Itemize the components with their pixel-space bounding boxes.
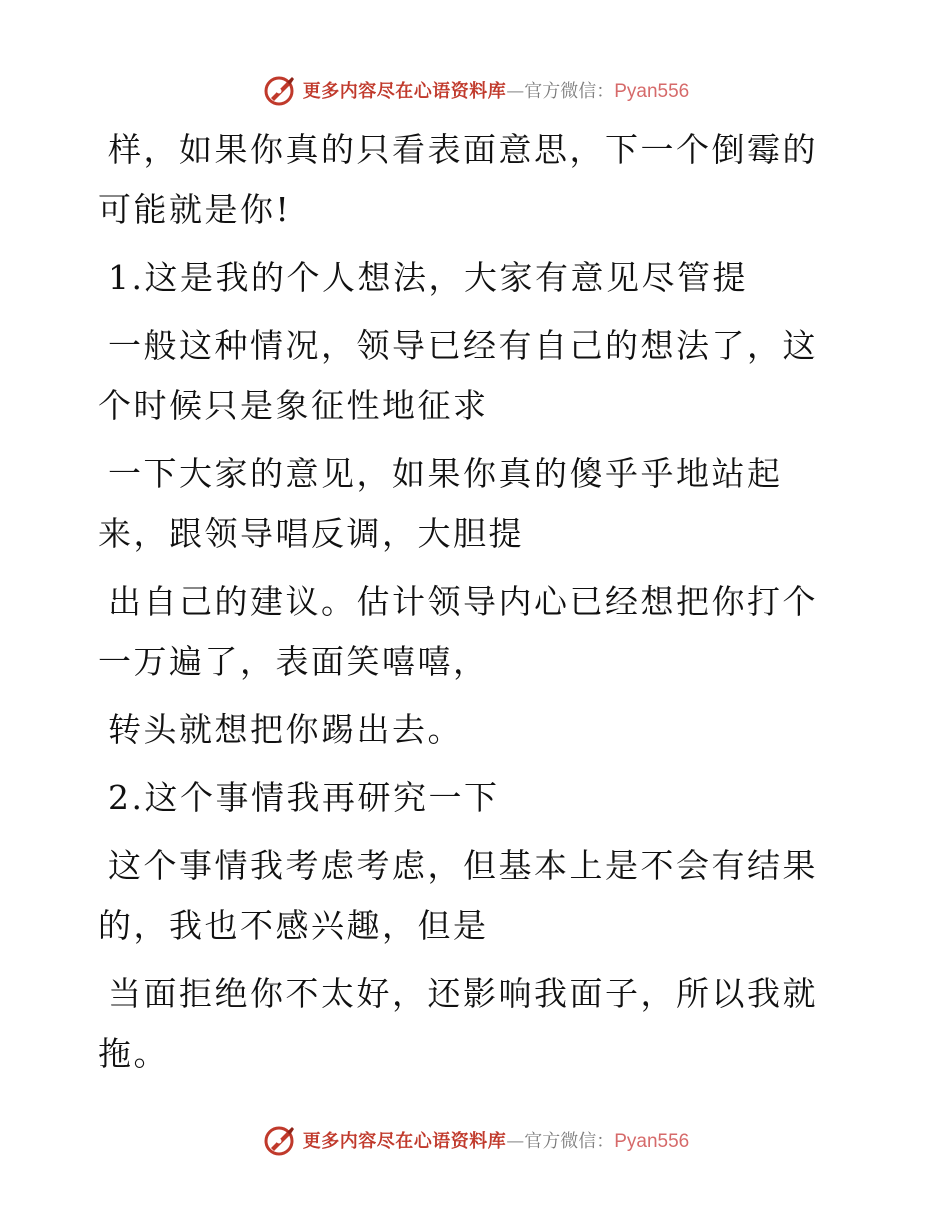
banner-slogan: 更多内容尽在心语资料库 xyxy=(302,1131,507,1152)
section-heading-2: 2.这个事情我再研究一下 xyxy=(108,778,500,817)
banner-wechat-id: Pyan556 xyxy=(614,1131,690,1152)
section-heading-1: 1.这是我的个人想法，大家有意见尽管提 xyxy=(108,258,748,297)
paragraph: 一下大家的意见，如果你真的傻乎乎地站起来，跟领导唱反调，大胆提 xyxy=(98,454,783,553)
banner-dash: — xyxy=(506,1131,525,1152)
pen-nib-logo-icon xyxy=(261,72,297,108)
banner-dash: — xyxy=(506,81,525,102)
document-body xyxy=(98,120,838,1092)
paragraph: 出自己的建议。估计领导内心已经想把你打个一万遍了，表面笑嘻嘻， xyxy=(98,582,818,681)
banner-wechat-id: Pyan556 xyxy=(614,81,690,102)
footer-banner-text xyxy=(303,1127,690,1153)
banner-wechat-label: 官方微信： xyxy=(524,81,615,102)
banner-slogan: 更多内容尽在心语资料库 xyxy=(302,81,507,102)
paragraph: 样，如果你真的只看表面意思，下一个倒霉的可能就是你! xyxy=(98,130,818,229)
paragraph: 转头就想把你踢出去。 xyxy=(108,710,463,749)
paragraph: 当面拒绝你不太好，还影响我面子，所以我就拖。 xyxy=(98,974,818,1073)
footer-watermark-banner xyxy=(0,1120,950,1160)
paragraph: 这个事情我考虑考虑，但基本上是不会有结果的，我也不感兴趣，但是 xyxy=(98,846,818,945)
paragraph: 一般这种情况，领导已经有自己的想法了，这个时候只是象征性地征求 xyxy=(98,326,818,425)
header-banner-text xyxy=(303,77,690,103)
banner-wechat-label: 官方微信： xyxy=(524,1131,615,1152)
pen-nib-logo-icon xyxy=(261,1122,297,1158)
header-watermark-banner xyxy=(0,70,950,110)
